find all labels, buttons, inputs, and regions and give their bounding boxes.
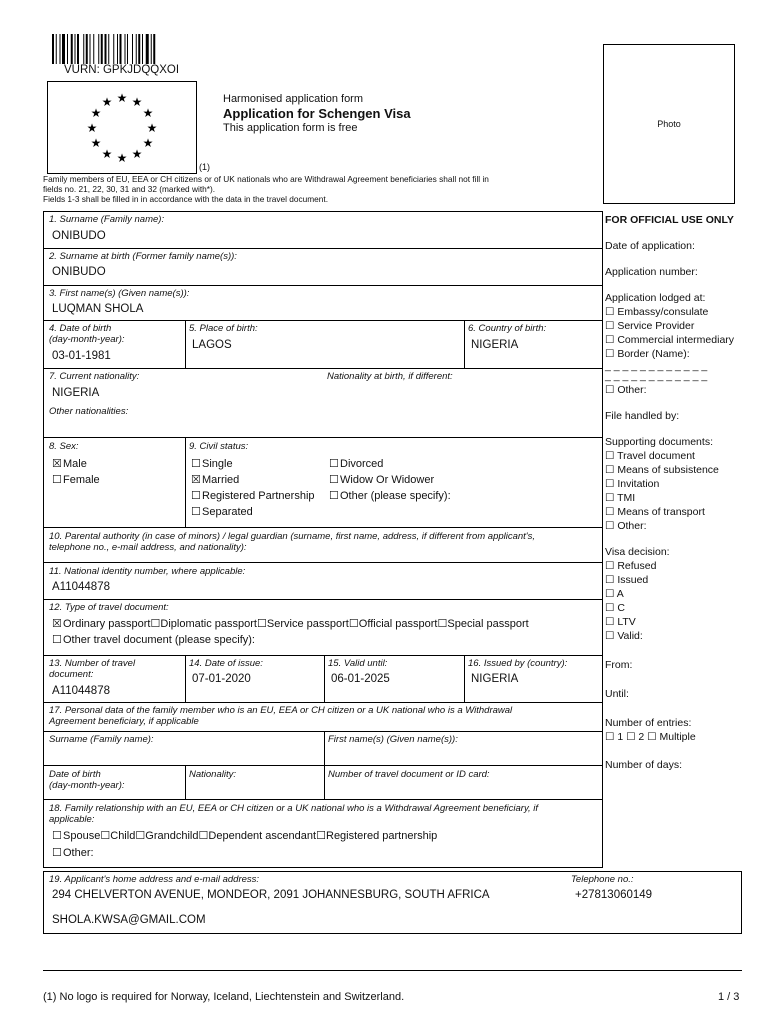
doc-official-passport[interactable]: ☐Official passport: [348, 618, 438, 630]
divider: [43, 655, 603, 656]
divider: [324, 655, 325, 702]
star-icon: ★: [101, 146, 113, 161]
note-line-1: Family members of EU, EEA or CH citizens or of UK nationals who are Withdrawal Agreement beneficiaries shall not fill in: [43, 174, 489, 184]
star-icon: ★: [131, 95, 143, 110]
form-subtitle: Harmonised application form: [223, 93, 364, 105]
page-number: 1 / 3: [718, 991, 740, 1003]
photo-label: Photo: [657, 119, 681, 129]
vurn-number: VURN: GPKJDQQXOI: [64, 64, 180, 76]
national-id-field[interactable]: A11044878: [52, 581, 110, 593]
footer-divider: [43, 970, 742, 971]
divider: [43, 527, 603, 528]
family-member-label-2: Agreement beneficiary, if applicable: [49, 716, 199, 727]
star-icon: ★: [90, 136, 102, 150]
family-firstname-label: First name(s) (Given name(s)):: [328, 734, 458, 745]
eu-logo: [47, 81, 197, 174]
dob-label: 4. Date of birth: [49, 323, 112, 334]
checkbox[interactable]: ☐: [150, 618, 161, 630]
lodged-other[interactable]: ☐ Other:: [605, 384, 647, 396]
checkbox[interactable]: ☐: [191, 490, 201, 502]
footnote-marker: (1): [199, 162, 210, 172]
country-of-birth-label: 6. Country of birth:: [468, 323, 547, 334]
checkbox[interactable]: ☒: [191, 474, 201, 486]
doc-other[interactable]: ☐Other travel document (please specify):: [52, 634, 255, 646]
divider: [43, 765, 603, 766]
lodged-service-provider[interactable]: ☐ Service Provider: [605, 320, 695, 332]
checkbox[interactable]: ☐: [329, 490, 339, 502]
telephone-label: Telephone no.:: [571, 874, 634, 885]
current-nationality-field[interactable]: NIGERIA: [52, 387, 100, 399]
lodged-embassy[interactable]: ☐ Embassy/consulate: [605, 306, 709, 318]
star-icon: ★: [86, 121, 98, 135]
divider: [43, 248, 603, 249]
parental-authority-label-2: telephone no., e-mail address, and nationality):: [49, 542, 247, 553]
family-relationship-label: 18. Family relationship with an EU, EEA or CH citizen or a UK national who is a Withdrawal Agreement beneficiary, if: [49, 803, 539, 814]
surname-at-birth-label: 2. Surname at birth (Former family name(s)):: [49, 251, 237, 262]
checkbox[interactable]: ☐: [52, 847, 62, 859]
file-handled-label: File handled by:: [605, 410, 680, 422]
first-name-label: 3. First name(s) (Given name(s)):: [49, 288, 190, 299]
divider: [43, 320, 603, 321]
checkbox[interactable]: ☐: [52, 634, 62, 646]
divider: [185, 765, 186, 799]
travel-doc-type-options: [52, 616, 529, 632]
star-icon: ★: [146, 121, 158, 135]
divider: [464, 320, 465, 368]
travel-doc-number-label: 13. Number of travel: [49, 658, 136, 669]
travel-doc-type-label: 12. Type of travel document:: [49, 602, 169, 613]
civil-status-single[interactable]: ☐Single: [191, 458, 233, 470]
valid-until-field[interactable]: 06-01-2025: [331, 673, 390, 685]
entries-label: Number of entries:: [605, 717, 692, 729]
divider: [464, 655, 465, 702]
until-label: Until:: [605, 688, 629, 700]
divider: [43, 731, 603, 732]
checkbox[interactable]: ☐: [257, 618, 267, 630]
civil-status-divorced[interactable]: ☐Divorced: [329, 458, 384, 470]
rel-other[interactable]: ☐Other:: [52, 847, 94, 859]
border-name-line: _ _ _ _ _ _ _ _ _ _ _ _: [605, 370, 708, 382]
family-relationship-label-2: applicable:: [49, 814, 95, 825]
note-line-2: fields no. 21, 22, 30, 31 and 32 (marked with*).: [43, 184, 216, 194]
rel-child[interactable]: ☐Child: [100, 830, 136, 842]
visa-refused[interactable]: ☐ Refused: [605, 560, 657, 572]
rel-grandchild[interactable]: ☐Grandchild: [135, 830, 199, 842]
travel-doc-number-label-2: document:: [49, 669, 94, 680]
civil-status-widow[interactable]: ☐Widow Or Widower: [329, 474, 435, 486]
home-address-field[interactable]: 294 CHELVERTON AVENUE, MONDEOR, 2091 JOHANNESBURG, SOUTH AFRICA: [52, 889, 490, 901]
checkbox[interactable]: ☐: [191, 506, 201, 518]
star-icon: ★: [101, 95, 113, 110]
rel-spouse[interactable]: ☐Spouse: [52, 830, 101, 842]
country-of-birth-field[interactable]: NIGERIA: [471, 339, 519, 351]
first-name-field[interactable]: LUQMAN SHOLA: [52, 303, 144, 315]
lodged-commercial[interactable]: ☐ Commercial intermediary: [605, 334, 735, 346]
divider: [43, 702, 603, 703]
divider: [43, 368, 603, 369]
civil-status-registered-partnership[interactable]: ☐Registered Partnership: [191, 490, 315, 502]
civil-status-other[interactable]: ☐Other (please specify):: [329, 490, 451, 502]
checkbox[interactable]: ☐: [52, 474, 62, 486]
civil-status-separated[interactable]: ☐Separated: [191, 506, 253, 518]
checkbox[interactable]: ☐: [52, 830, 62, 842]
support-travel-document[interactable]: ☐ Travel document: [605, 450, 695, 462]
divider: [43, 437, 603, 438]
surname-label: 1. Surname (Family name):: [49, 214, 165, 225]
star-icon: ★: [142, 136, 154, 150]
place-of-birth-field[interactable]: LAGOS: [192, 339, 232, 351]
home-address-label: 19. Applicant's home address and e-mail address:: [49, 874, 260, 885]
family-surname-label: Surname (Family name):: [49, 734, 154, 745]
valid-until-label: 15. Valid until:: [328, 658, 388, 669]
telephone-field[interactable]: +27813060149: [575, 889, 653, 901]
divider: [185, 655, 186, 702]
issued-by-field[interactable]: NIGERIA: [471, 673, 519, 685]
visa-ltv[interactable]: ☐ LTV: [605, 616, 636, 628]
application-number-label: Application number:: [605, 266, 698, 278]
other-nationalities-label: Other nationalities:: [49, 406, 129, 417]
footer-note: (1) No logo is required for Norway, Iceland, Liechtenstein and Switzerland.: [43, 991, 405, 1003]
checkbox[interactable]: ☐: [135, 830, 146, 842]
family-dob-label: Date of birth: [49, 769, 101, 780]
support-invitation[interactable]: ☐ Invitation: [605, 478, 660, 490]
supporting-docs-label: Supporting documents:: [605, 436, 713, 448]
checkbox[interactable]: ☐: [191, 458, 201, 470]
lodged-border[interactable]: ☐ Border (Name):: [605, 348, 690, 360]
place-of-birth-label: 5. Place of birth:: [189, 323, 258, 334]
dob-format-label: (day-month-year):: [49, 334, 125, 345]
support-tmi[interactable]: ☐ TMI: [605, 492, 636, 504]
surname-field[interactable]: ONIBUDO: [52, 230, 106, 242]
entries-options[interactable]: ☐ 1 ☐ 2 ☐ Multiple: [605, 731, 696, 743]
divider: [185, 437, 186, 527]
sex-label: 8. Sex:: [49, 441, 79, 452]
eu-stars-icon: [48, 82, 196, 173]
checkbox[interactable]: ☐: [348, 618, 359, 630]
divider: [43, 562, 603, 563]
lodged-at-label: Application lodged at:: [605, 292, 706, 304]
divider: [185, 320, 186, 368]
family-dob-format-label: (day-month-year):: [49, 780, 125, 791]
family-nationality-label: Nationality:: [189, 769, 236, 780]
form-title: Application for Schengen Visa: [223, 106, 411, 121]
parental-authority-label: 10. Parental authority (in case of minors) / legal guardian (surname, first name, address, if different from applicant's,: [49, 531, 536, 542]
civil-status-label: 9. Civil status:: [189, 441, 249, 452]
star-icon: ★: [142, 106, 154, 120]
date-of-issue-label: 14. Date of issue:: [189, 658, 263, 669]
star-icon: ★: [131, 146, 143, 161]
support-other[interactable]: ☐ Other:: [605, 520, 647, 532]
checkbox[interactable]: ☒: [52, 458, 62, 470]
visa-issued[interactable]: ☐ Issued: [605, 574, 649, 586]
civil-status-married[interactable]: ☒Married: [191, 474, 240, 486]
national-id-label: 11. National identity number, where applicable:: [49, 566, 246, 577]
doc-ordinary-passport[interactable]: ☒Ordinary passport: [52, 618, 151, 630]
sex-option-male[interactable]: ☒Male: [52, 458, 87, 470]
official-use-title: FOR OFFICIAL USE ONLY: [605, 214, 734, 226]
doc-service-passport[interactable]: ☐Service passport: [257, 618, 349, 630]
star-icon: ★: [116, 151, 128, 165]
rel-registered-partnership[interactable]: ☐Registered partnership: [316, 830, 438, 842]
form-free-note: This application form is free: [223, 122, 358, 134]
visa-decision-label: Visa decision:: [605, 546, 670, 558]
star-icon: ★: [116, 91, 128, 105]
doc-special-passport[interactable]: ☐Special passport: [437, 618, 529, 630]
border-name-line: _ _ _ _ _ _ _ _ _ _ _ _: [605, 360, 708, 372]
checkbox[interactable]: ☐: [329, 458, 339, 470]
checkbox[interactable]: ☒: [52, 618, 62, 630]
divider: [43, 599, 603, 600]
divider: [43, 285, 603, 286]
barcode: [52, 34, 196, 64]
divider: [324, 731, 325, 799]
from-label: From:: [605, 659, 633, 671]
current-nationality-label: 7. Current nationality:: [49, 371, 140, 382]
rel-dependent-ascendant[interactable]: ☐Dependent ascendant: [198, 830, 317, 842]
photo-box: [603, 44, 735, 204]
visa-type-c[interactable]: ☐ C: [605, 602, 625, 614]
issued-by-label: 16. Issued by (country):: [468, 658, 568, 669]
checkbox[interactable]: ☐: [198, 830, 209, 842]
checkbox[interactable]: ☐: [437, 618, 448, 630]
star-icon: ★: [90, 106, 102, 120]
family-member-label: 17. Personal data of the family member who is an EU, EEA or CH citizen or a UK national who is a Withdrawal: [49, 705, 513, 716]
days-label: Number of days:: [605, 759, 683, 771]
dob-field[interactable]: 03-01-1981: [52, 350, 111, 362]
doc-diplomatic-passport[interactable]: ☐Diplomatic passport: [150, 618, 257, 630]
family-docnum-label: Number of travel document or ID card:: [328, 769, 490, 780]
support-means-transport[interactable]: ☐ Means of transport: [605, 506, 705, 518]
divider: [43, 799, 603, 800]
travel-doc-number-field[interactable]: A11044878: [52, 685, 110, 697]
checkbox[interactable]: ☐: [316, 830, 326, 842]
relationship-options: [52, 828, 437, 844]
date-of-issue-field[interactable]: 07-01-2020: [192, 673, 251, 685]
date-of-application-label: Date of application:: [605, 240, 695, 252]
surname-at-birth-field[interactable]: ONIBUDO: [52, 266, 106, 278]
checkbox[interactable]: ☐: [329, 474, 339, 486]
support-means-subsistence[interactable]: ☐ Means of subsistence: [605, 464, 719, 476]
checkbox[interactable]: ☐: [100, 830, 111, 842]
nationality-at-birth-label: Nationality at birth, if different:: [327, 371, 453, 382]
email-field[interactable]: SHOLA.KWSA@GMAIL.COM: [52, 914, 206, 926]
official-use-column: [605, 213, 745, 772]
sex-option-female[interactable]: ☐Female: [52, 474, 100, 486]
visa-type-a[interactable]: ☐ A: [605, 588, 624, 600]
note-line-3: Fields 1-3 shall be filled in in accordance with the data in the travel document.: [43, 194, 329, 204]
visa-valid[interactable]: ☐ Valid:: [605, 630, 643, 642]
